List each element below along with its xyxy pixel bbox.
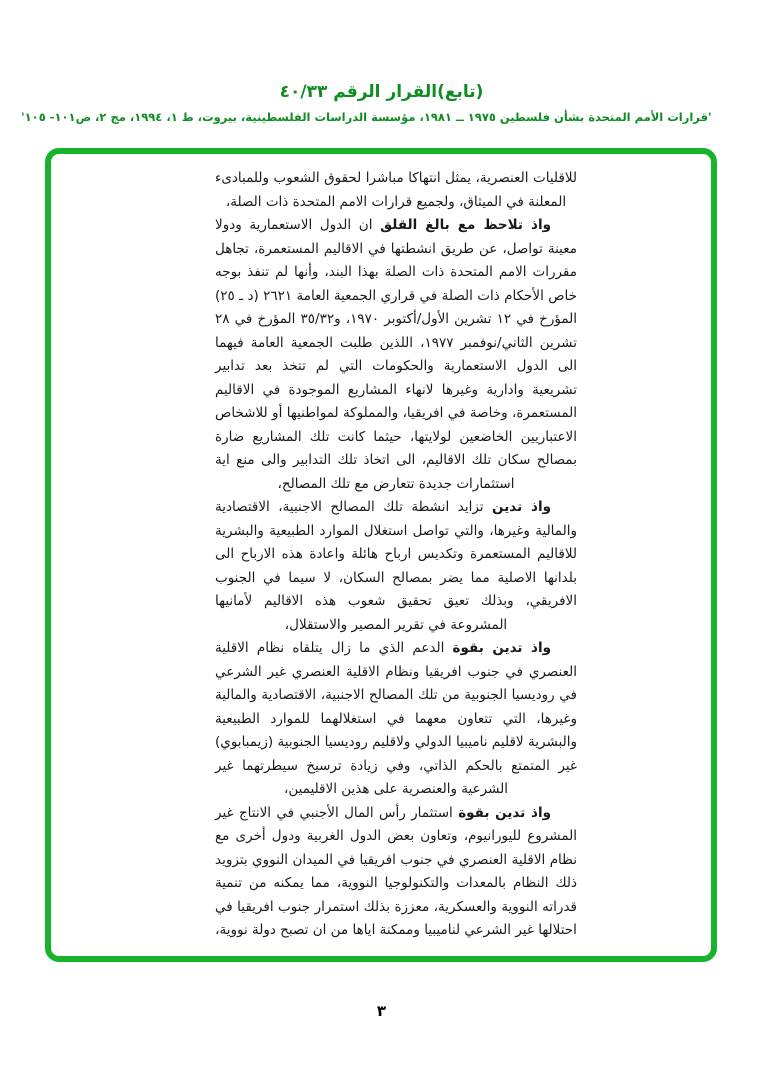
page-title: (تابع)القرار الرقم ٤٠/٣٣ — [279, 82, 484, 102]
paragraph-lead: واذ تدين بقوة — [452, 640, 551, 656]
paragraph-text: استثمار رأس المال الأجنبي في الانتاج غير المشروع لليورانيوم، وتعاون بعض الدول الغربية ودول أخرى مع نظام الاقلية العنصري في جنوب افريقيا في الميدان النووي بتزويد ذلك النظام بالمعدات والتكنولوجيا النووية، مما يمكنه من تنمية قدراته النووية والعسكرية، معززة بذلك استمرار جنوب افريقيا في احتلالها غير الشرعي لناميبيا وممكنة اياها من ان تصبح دولة نووية، — [215, 804, 577, 938]
paragraph-text: الدعم الذي ما زال يتلقاه نظام الاقلية العنصري في جنوب افريقيا ونظام الاقلية العنصري غير الشرعي في روديسيا الجنوبية من تلك المصالح الاجنبية، الاقتصادية والمالية وغيرها، التي تتعاون معهما في استغلالهما للموارد الطبيعية والبشرية لاقليم ناميبيا الدولي ولاقليم روديسيا الجنوبية (زيمبابوي) غير المتمتع بالحكم الذاتي، وفي زيادة ترسيخ سيطرتهما غير الشرعية والعنصرية على هذين الاقليمين، — [215, 640, 577, 797]
paragraph-lead: واذ تدين — [492, 499, 551, 515]
paragraph — [215, 214, 577, 496]
page-number: ٣ — [376, 1002, 387, 1020]
paragraph-text: للاقليات العنصرية، يمثل انتهاكا مباشرا لحقوق الشعوب وللمبادىء المعلنة في الميثاق، ولجميع قرارات الامم المتحدة ذات الصلة، — [215, 170, 577, 210]
paragraph — [215, 496, 577, 637]
paragraph-lead: واذ تدين بقوة — [458, 804, 551, 821]
paragraph — [215, 637, 577, 802]
paragraph-text: ان الدول الاستعمارية ودولا معينة تواصل، عن طريق انشطتها في الاقاليم المستعمرة، تجاهل مقررات الامم المتحدة ذات الصلة بهذا البند، وأنها لم تنفذ بوجه خاص الأحكام ذات الصلة في قراري الجمعية العامة ٢٦٢١ (د ـ ٢٥) المؤرخ في ١٢ تشرين الأول/أكتوبر ١٩٧٠، و٣٥/٣٢ المؤرخ في ٢٨ تشرين الثاني/نوفمبر ١٩٧٧، اللذين طلبت الجمعية العامة فيهما الى الدول الاستعمارية والحكومات التي لم تتخذ بعد تدابير تشريعية وادارية وغيرها لانهاء المشاريع الموجودة في الاقاليم المستعمرة، وخاصة في افريقيا، والمملوكة لمواطنيها أو للاشخاص الاعتباريين الخاضعين لولايتها، حيثما كانت تلك المشاريع ضارة بمصالح سكان تلك الاقاليم، الى اتخاذ تلك التدابير والى منع اية استثمارات جديدة تتعارض مع تلك المصالح، — [215, 217, 578, 492]
paragraph — [215, 802, 577, 943]
page-header — [0, 82, 763, 124]
resolution-body — [215, 167, 577, 943]
paragraph-text: تزايد انشطة تلك المصالح الاجنبية، الاقتصادية والمالية وغيرها، والتي تواصل استغلال الموارد الطبيعية والبشرية للاقاليم المستعمرة وتكديس ارباح هائلة واعادة هذه الارباح الى بلدانها الاصلية مما يضر بمصالح السكان، لا سيما في الجنوب الافريقي، وبذلك تعيق تحقيق شعوب هذه الاقاليم لأمانيها المشروعة في تقرير المصير والاستقلال، — [215, 499, 577, 633]
paragraph-lead: واذ تلاحظ مع بالغ القلق — [380, 217, 551, 233]
paragraph — [215, 167, 577, 214]
source-citation: 'قرارات الأمم المتحدة بشأن فلسطين ١٩٧٥ ــ ١٩٨١، مؤسسة الدراسات الفلسطينية، بيروت، ط ١، ١٩٩٤، مج ٢، ص١٠١- ١٠٥' — [21, 110, 712, 124]
